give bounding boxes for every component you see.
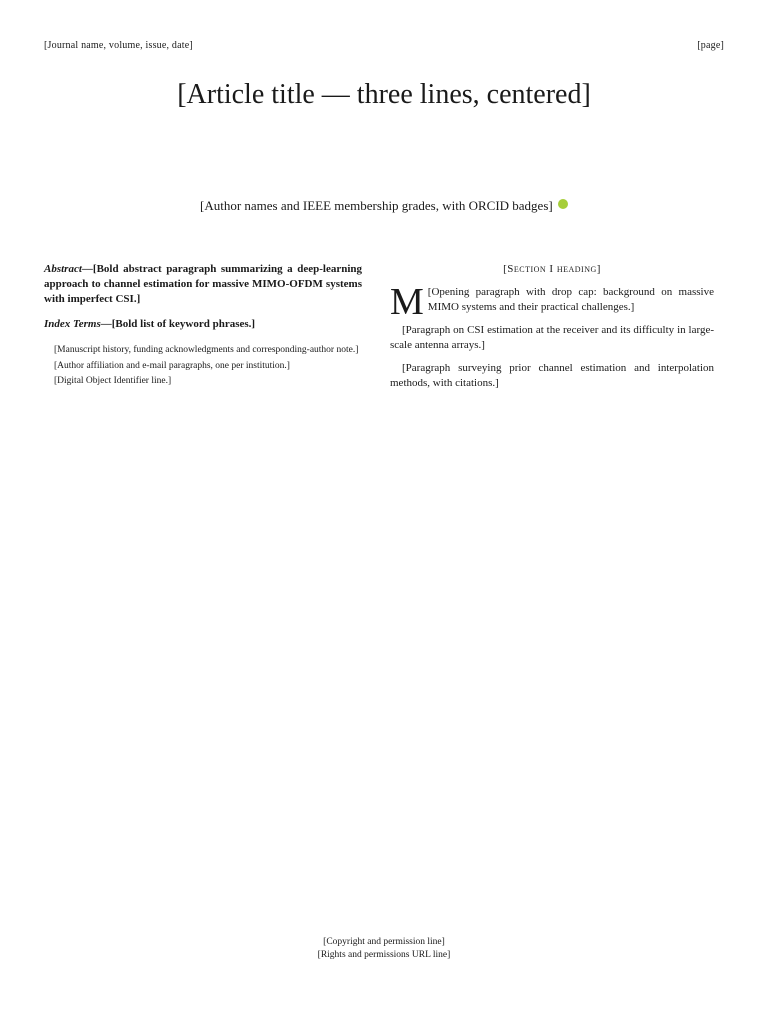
- orcid-icon[interactable]: [558, 199, 568, 209]
- right-column: [390, 262, 714, 399]
- footnote-affiliations: [Author affiliation and e-mail paragraphs, one per institution.]: [54, 360, 290, 371]
- page-number: [page]: [697, 40, 724, 51]
- footnote-doi: [Digital Object Identifier line.]: [54, 376, 172, 386]
- index-terms: [44, 317, 362, 332]
- body-paragraph: [Paragraph surveying prior channel estimation and interpolation methods, with citations.]: [390, 362, 714, 389]
- rights-link[interactable]: [Rights and permissions URL line]: [317, 950, 451, 960]
- copyright-line: [Copyright and permission line]: [323, 937, 445, 947]
- footnote-manuscript: [Manuscript history, funding acknowledgments and corresponding-author note.]: [54, 345, 359, 355]
- body-paragraph-text: [Opening paragraph with drop cap: background on massive MIMO systems and their practical challenges.]: [427, 286, 714, 313]
- index-terms-label: Index Terms—: [44, 318, 112, 330]
- journal-citation: [Journal name, volume, issue, date]: [44, 40, 193, 51]
- section-heading: [Section I heading]: [503, 263, 601, 275]
- abstract: [44, 262, 362, 307]
- author-list: [60, 196, 708, 215]
- running-head: [44, 40, 724, 51]
- body-paragraph: [390, 281, 714, 323]
- drop-cap: M: [390, 281, 424, 323]
- index-terms-text: [Bold list of keyword phrases.]: [111, 318, 256, 330]
- left-column: [44, 262, 362, 391]
- abstract-text: [Bold abstract paragraph summarizing a deep-learning approach to channel estimation for massive MIMO-OFDM systems with imperfect CSI.]: [44, 263, 362, 305]
- author-names: [Author names and IEEE membership grades, with ORCID badges]: [200, 198, 553, 213]
- footnotes: [44, 344, 362, 388]
- body-paragraph: [Paragraph on CSI estimation at the receiver and its difficulty in large-scale antenna arrays.]: [390, 324, 714, 351]
- paper-title: [Article title — three lines, centered]: [177, 79, 591, 110]
- abstract-label: Abstract—: [44, 263, 93, 275]
- copyright-footer: [44, 936, 724, 962]
